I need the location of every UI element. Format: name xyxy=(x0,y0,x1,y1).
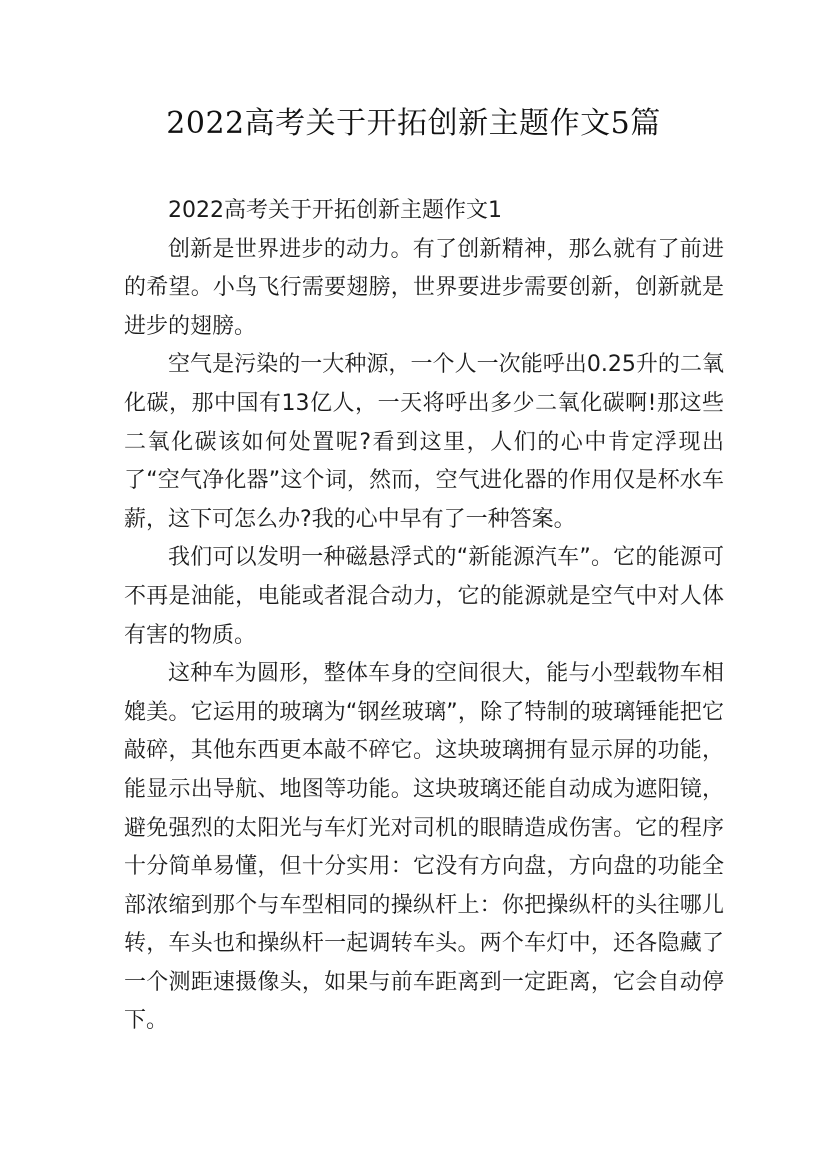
paragraph-4: 这种车为圆形，整体车身的空间很大，能与小型载物车相媲美。它运用的玻璃为“钢丝玻璃”，除了特制的玻璃锤能把它敲碎，其他东西更本敲不碎它。这块玻璃拥有显示屏的功能，能显示出导航、地图等功能。这块玻璃还能自动成为遮阳镜，避免强烈的太阳光与车灯光对司机的眼睛造成伤害。它的程序十分简单易懂，但十分实用：它没有方向盘，方向盘的功能全部浓缩到那个与车型相同的操纵杆上：你把操纵杆的头往哪儿转，车头也和操纵杆一起调转车头。两个车灯中，还各隐藏了一个测距速摄像头，如果与前车距离到一定距离，它会自动停下。 xyxy=(124,661,724,1034)
paragraph-2: 空气是污染的一大种源，一个人一次能呼出0.25升的二氧化碳，那中国有13亿人，一天将呼出多少二氧化碳啊!那这些二氧化碳该如何处置呢?看到这里，人们的心中肯定浮现出了“空气净化器”这个词，然而，空气进化器的作用仅是杯水车薪，这下可怎么办?我的心中早有了一种答案。 xyxy=(124,352,724,532)
document-body xyxy=(124,192,724,1041)
paragraph-3: 我们可以发明一种磁悬浮式的“新能源汽车”。它的能源可不再是油能，电能或者混合动力，它的能源就是空气中对人体有害的物质。 xyxy=(124,545,724,648)
document-title: 2022高考关于开拓创新主题作文5篇 xyxy=(166,106,661,141)
essay-subtitle: 2022高考关于开拓创新主题作文1 xyxy=(168,198,502,223)
paragraph-1: 创新是世界进步的动力。有了创新精神，那么就有了前进的希望。小鸟飞行需要翅膀，世界要进步需要创新，创新就是进步的翅膀。 xyxy=(124,236,724,339)
